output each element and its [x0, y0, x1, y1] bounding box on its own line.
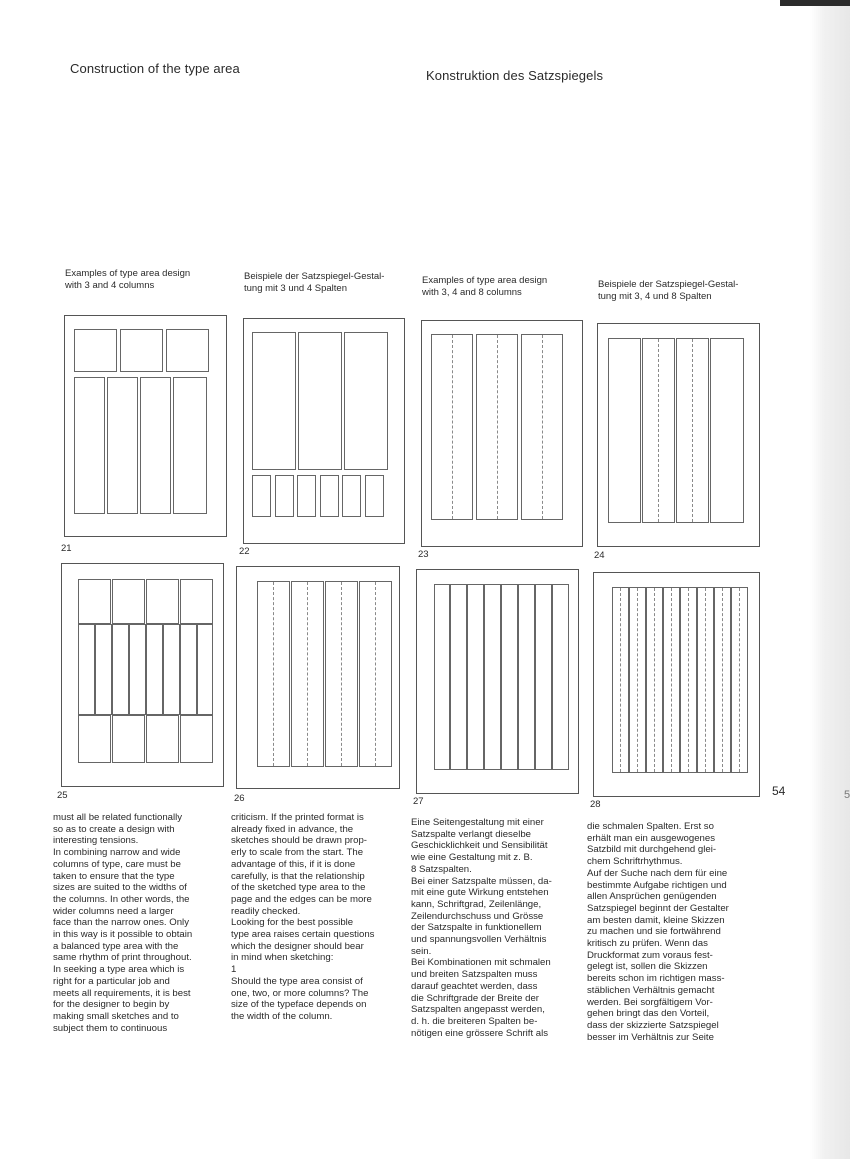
scan-edge-bar: [780, 0, 850, 6]
figure-number-23: 23: [418, 549, 429, 560]
caption-en-3-4-8: Examples of type area design with 3, 4 and 8 columns: [422, 275, 548, 298]
figure-number-28: 28: [590, 799, 601, 810]
caption-de-3-4-8: Beispiele der Satzspiegel-Gestal- tung mit 3, 4 und 8 Spalten: [598, 279, 739, 302]
figure-22: [243, 318, 405, 544]
figure-24: [597, 323, 760, 547]
page-edge-shadow: [810, 0, 850, 1159]
caption-en-3-4: Examples of type area design with 3 and 4 columns: [65, 268, 191, 291]
title-german: Konstruktion des Satzspiegels: [426, 68, 604, 83]
figure-21: [64, 315, 227, 537]
body-text-column-2: criticism. If the printed format is already fixed in advance, the sketches should be drawn prop- erly to scale from the start. The advantage of this, if it is done carefully, is that the relationship of the sketched type area to the page and the edges can be more readily checked. Looking for the best possible type area raises certain questions which the designer should bear in mind when sketching: 1 Should the type area consist of one, two, or more columns? The size of the typeface depends on the width of the column.: [231, 812, 375, 1022]
figure-27: [416, 569, 579, 794]
figure-number-27: 27: [413, 796, 424, 807]
figure-number-26: 26: [234, 793, 245, 804]
body-text-column-3: Eine Seitengestaltung mit einer Satzspalte verlangt dieselbe Geschicklichkeit und Sensibilität wie eine Gestaltung mit z. B. 8 Satzspalten. Bei einer Satzspalte müssen, da- mit eine gute Wirkung entstehen kann, Schriftgrad, Zeilenlänge, Zeilendurchschuss und Grösse der Satzspalte in funktionellem und spannungsvollen Verhältnis sein. Bei Kombinationen mit schmalen und breiten Satzspalten muss darauf geachtet werden, dass die Schriftgrade der Breite der Satzspalten angepasst werden, d. h. die breiteren Spalten be- nötigen eine grössere Schrift als: [411, 817, 552, 1039]
figure-25: [61, 563, 224, 787]
caption-de-3-4: Beispiele der Satzspiegel-Gestal- tung mit 3 und 4 Spalten: [244, 271, 385, 294]
page-number: 54: [772, 784, 786, 798]
title-english: Construction of the type area: [70, 61, 240, 76]
figure-number-25: 25: [57, 790, 68, 801]
figure-23: [421, 320, 583, 547]
body-text-column-4: die schmalen Spalten. Erst so erhält man ein ausgewogenes Satzbild mit durchgehend glei- chem Schriftrhythmus. Auf der Suche nach dem für eine bestimmte Aufgabe richtigen und allen Ansprüchen genügenden Satzspiegel beginnt der Gestalter am besten damit, kleine Skizzen zu machen und sie fortwährend kritisch zu prüfen. Wenn das Druckformat zum voraus fest- gelegt ist, sollen die Skizzen bereits schon im richtigen mass- stäblichen Verhältnis gemacht werden. Bei sorgfältigem Vor- gehen bringt das den Vorteil, dass der skizzierte Satzspiegel besser im Verhältnis zur Seite: [587, 821, 729, 1043]
figure-number-21: 21: [61, 543, 72, 554]
figure-number-24: 24: [594, 550, 605, 561]
figure-28: [593, 572, 760, 797]
figure-26: [236, 566, 400, 789]
figure-number-22: 22: [239, 546, 250, 557]
next-page-edge-mark: 5: [844, 789, 850, 801]
body-text-column-1: must all be related functionally so as to create a design with interesting tensions. In combining narrow and wide columns of type, care must be taken to ensure that the type sizes are suited to the widths of the columns. In other words, the wider columns need a larger face than the narrow ones. Only in this way is it possible to obtain a balanced type area with the same rhythm of print throughout. In seeking a type area which is right for a particular job and meets all requirements, it is best for the designer to begin by making small sketches and to subject them to continuous: [53, 812, 193, 1034]
